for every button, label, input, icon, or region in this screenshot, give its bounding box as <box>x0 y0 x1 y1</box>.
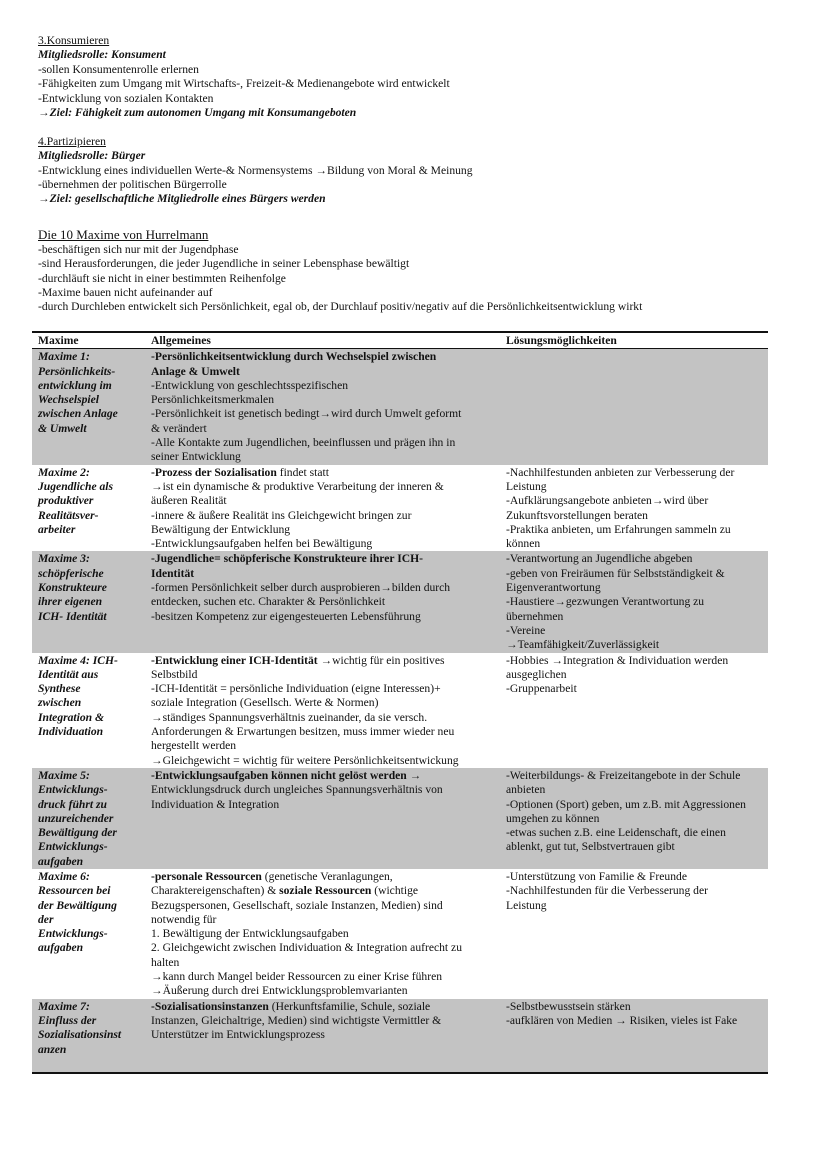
general-line <box>151 941 496 955</box>
text-segment: (wichtige <box>371 884 419 898</box>
member-role: Mitgliedsrolle: Konsument <box>38 48 166 62</box>
text-segment: (Herkunftsfamilie, Schule, soziale <box>268 999 431 1013</box>
text-segment: →wichtig für ein positives <box>317 653 445 667</box>
text-segment: →ist ein dynamische & produktive Verarbeitung der inneren & <box>151 479 444 493</box>
general-line <box>151 350 496 364</box>
solution-line: übernehmen <box>506 609 564 623</box>
maxime-line: der <box>38 912 54 926</box>
intro-line: -durchläuft sie nicht in einer bestimmten Reihenfolge <box>38 271 286 285</box>
maxime-line: anzen <box>38 1042 67 1056</box>
text-segment: 2. Gleichgewicht zwischen Individuation & Integration aufrecht zu <box>151 941 462 955</box>
solution-line: Eigenverantwortung <box>506 581 601 595</box>
general-line <box>151 480 496 494</box>
general-line <box>151 682 496 696</box>
general-cell <box>145 869 500 999</box>
table-header <box>32 332 768 349</box>
text-segment: →Äußerung durch drei Entwicklungsproblemvarianten <box>151 984 408 998</box>
solution-line: -Weiterbildungs- & Freizeitangebote in der Schule <box>506 768 741 782</box>
solution-line: -Hobbies →Integration & Individuation werden <box>506 653 729 667</box>
bold-segment: -Jugendliche= schöpferische Konstrukteure ihrer ICH- <box>151 552 423 566</box>
general-line <box>151 509 496 523</box>
maxime-line: Einfluss der <box>38 1013 97 1027</box>
general-line <box>151 436 496 450</box>
general-line <box>151 1028 496 1042</box>
member-role: Mitgliedsrolle: Bürger <box>38 149 146 163</box>
maxime-table <box>32 331 768 1074</box>
maxime-line: druck führt zu <box>38 797 107 811</box>
table-row <box>32 465 768 552</box>
general-line <box>151 552 496 566</box>
solution-line: -Praktika anbieten, um Erfahrungen sammeln zu <box>506 522 731 536</box>
solution-line: Zukunftsvorstellungen beraten <box>506 508 648 522</box>
text-segment: -innere & äußere Realität ins Gleichgewicht bringen zur <box>151 508 412 522</box>
general-line <box>151 783 496 797</box>
general-line <box>151 984 496 998</box>
text-segment: findet statt <box>276 465 329 479</box>
maxime-line: arbeiter <box>38 522 76 536</box>
intro-line: -Maxime bauen nicht aufeinander auf <box>38 286 213 300</box>
bold-segment: -Entwicklung einer ICH-Identität <box>151 653 318 667</box>
maxime-line: Maxime 1: <box>38 350 90 364</box>
text-segment: Individuation & Integration <box>151 797 280 811</box>
text-segment: →Gleichgewicht = wichtig für weitere Persönlichkeitsentwickung <box>151 753 459 767</box>
general-line <box>151 610 496 624</box>
maxime-line: Maxime 5: <box>38 768 90 782</box>
general-line <box>151 913 496 927</box>
maxime-line: Synthese <box>38 682 81 696</box>
solution-line: -Nachhilfestunden für die Verbesserung der <box>506 884 708 898</box>
general-line <box>151 379 496 393</box>
maxime-line: Ressourcen bei <box>38 884 111 898</box>
bold-segment: -Prozess der Sozialisation <box>151 465 277 479</box>
text-segment: -formen Persönlichkeit selber durch ausprobieren→bilden durch <box>151 581 451 595</box>
bold-segment: -Persönlichkeitsentwicklung durch Wechselspiel zwischen <box>151 350 437 364</box>
intro-line: -beschäftigen sich nur mit der Jugendphase <box>38 242 239 256</box>
table-row <box>32 551 768 652</box>
text-segment: Instanzen, Gleichaltrige, Medien) sind wichtigste Vermittler & <box>151 1013 442 1027</box>
table-row <box>32 999 768 1073</box>
maxime-line: Maxime 3: <box>38 552 90 566</box>
general-line <box>151 870 496 884</box>
general-line <box>151 769 496 783</box>
header-loesungen: Lösungsmöglichkeiten <box>500 332 768 349</box>
maxime-line: Persönlichkeits- <box>38 364 116 378</box>
section-line: -Entwicklung eines individuellen Werte-& Normensystems →Bildung von Moral & Meinung <box>38 163 473 177</box>
general-line <box>151 494 496 508</box>
solution-line: -etwas suchen z.B. eine Leidenschaft, die einen <box>506 826 726 840</box>
solution-line: -Optionen (Sport) geben, um z.B. mit Aggressionen <box>506 797 746 811</box>
solution-line: können <box>506 537 541 551</box>
maxime-line: Individuation <box>38 725 104 739</box>
general-cell <box>145 465 500 552</box>
maxime-line: Konstrukteure <box>38 581 107 595</box>
general-line <box>151 422 496 436</box>
header-maxime: Maxime <box>32 332 145 349</box>
bold-segment: Identität <box>151 566 195 580</box>
general-line <box>151 884 496 898</box>
general-line <box>151 523 496 537</box>
maxime-line: schöpferische <box>38 566 104 580</box>
text-segment: Entwicklungsdruck durch ungleiches Spannungsverhältnis von <box>151 783 443 797</box>
maxime-cell <box>32 869 145 999</box>
maxime-line: produktiver <box>38 494 94 508</box>
text-segment: →kann durch Mangel beider Ressourcen zu einer Krise führen <box>151 970 443 984</box>
text-segment: →ständiges Spannungsverhältnis zueinander, da sie versch. <box>151 710 428 724</box>
maxime-line: zwischen <box>38 696 82 710</box>
bold-segment: -Sozialisationsinstanzen <box>151 999 269 1013</box>
maxime-line: Identität aus <box>38 667 99 681</box>
general-cell <box>145 768 500 869</box>
maxime-line: Entwicklungs- <box>38 927 108 941</box>
solutions-cell <box>500 999 768 1073</box>
maxime-line: Integration & <box>38 710 105 724</box>
text-segment: seiner Entwicklung <box>151 450 241 464</box>
general-line <box>151 365 496 379</box>
maxime-line: der Bewältigung <box>38 898 117 912</box>
text-segment: hergestellt werden <box>151 739 237 753</box>
general-line <box>151 407 496 421</box>
spacer <box>38 120 642 134</box>
general-line <box>151 754 496 768</box>
solution-line: -Nachhilfestunden anbieten zur Verbesserung der <box>506 465 735 479</box>
general-line <box>151 450 496 464</box>
general-line <box>151 899 496 913</box>
intro-line: -sind Herausforderungen, die jeder Jugendliche in seiner Lebensphase bewältigt <box>38 257 410 271</box>
maxime-cell <box>32 465 145 552</box>
general-line <box>151 970 496 984</box>
intro-line: -durch Durchleben entwickelt sich Persönlichkeit, egal ob, der Durchlauf positiv/negativ auf die Persönlichkeitsentwicklung wirkt <box>38 300 643 314</box>
general-cell <box>145 349 500 465</box>
maxime-line: Wechselspiel <box>38 393 99 407</box>
section-line: -sollen Konsumentenrolle erlernen <box>38 62 199 76</box>
solution-line: Leistung <box>506 898 547 912</box>
general-line <box>151 567 496 581</box>
section-heading: 3.Konsumieren <box>38 34 110 47</box>
bold-segment: Anlage & Umwelt <box>151 364 240 378</box>
solutions-cell <box>500 465 768 552</box>
maxime-line: ICH- Identität <box>38 609 107 623</box>
text-segment: (genetische Veranlagungen, <box>261 869 393 883</box>
maxime-line: Realitätsver- <box>38 508 99 522</box>
maxime-line: unzureichender <box>38 811 114 825</box>
maxime-line: Maxime 7: <box>38 999 90 1013</box>
text-segment: -Entwicklung von geschlechtsspezifischen <box>151 378 349 392</box>
general-line <box>151 466 496 480</box>
general-line <box>151 537 496 551</box>
solutions-cell <box>500 768 768 869</box>
solution-line: Leistung <box>506 479 547 493</box>
solution-line: -Haustiere→gezwungen Verantwortung zu <box>506 595 705 609</box>
section-heading: 4.Partizipieren <box>38 134 106 148</box>
general-line <box>151 725 496 739</box>
maxime-cell <box>32 768 145 869</box>
text-segment: halten <box>151 955 180 969</box>
maxime-line: Entwicklungs- <box>38 840 108 854</box>
general-line <box>151 798 496 812</box>
bold-segment: -Entwicklungsaufgaben können nicht gelöst werden → <box>151 768 422 782</box>
text-segment: -Alle Kontakte zum Jugendlichen, beeinflussen und prägen ihn in <box>151 436 456 450</box>
section-line: -übernehmen der politischen Bürgerrolle <box>38 178 227 192</box>
solutions-cell <box>500 551 768 652</box>
general-cell <box>145 999 500 1073</box>
general-line <box>151 654 496 668</box>
general-cell <box>145 653 500 768</box>
solution-line: -Gruppenarbeit <box>506 682 577 696</box>
section-goal: →Ziel: Fähigkeit zum autonomen Umgang mit Konsumangeboten <box>38 106 357 120</box>
solution-line: -geben von Freiräumen für Selbstständigkeit & <box>506 566 725 580</box>
text-segment: Selbstbild <box>151 667 198 681</box>
solution-line: ablenkt, gut tut, Selbstvertrauen gibt <box>506 840 675 854</box>
maxime-line: entwicklung im <box>38 378 112 392</box>
general-line <box>151 1000 496 1014</box>
general-line <box>151 927 496 941</box>
text-segment: Charaktereigenschaften) & <box>151 884 280 898</box>
text-segment: -besitzen Kompetenz zur eigengesteuerten Lebensführung <box>151 609 421 623</box>
section-goal: →Ziel: gesellschaftliche Mitgliedrolle eines Bürgers werden <box>38 192 326 206</box>
text-segment: 1. Bewältigung der Entwicklungsaufgaben <box>151 927 349 941</box>
text-segment: Persönlichkeitsmerkmalen <box>151 393 274 407</box>
general-cell <box>145 551 500 652</box>
maxime-cell <box>32 999 145 1073</box>
general-line <box>151 739 496 753</box>
maxime-line: zwischen Anlage <box>38 407 118 421</box>
maxime-line: aufgaben <box>38 854 84 868</box>
general-line <box>151 581 496 595</box>
maxime-line: Bewältigung der <box>38 826 117 840</box>
solution-line: →Teamfähigkeit/Zuverlässigkeit <box>506 638 660 652</box>
text-segment: notwendig für <box>151 912 217 926</box>
bold-segment: soziale Ressourcen <box>279 884 372 898</box>
text-segment: Bezugspersonen, Gesellschaft, soziale Instanzen, Medien) sind <box>151 898 443 912</box>
maxime-line: Maxime 4: ICH- <box>38 653 118 667</box>
section-line: -Entwicklung von sozialen Kontakten <box>38 91 214 105</box>
solution-line: -Aufklärungsangebote anbieten→wird über <box>506 494 709 508</box>
maxime-line: aufgaben <box>38 941 84 955</box>
text-segment: & verändert <box>151 421 207 435</box>
maxime-line: Sozialisationsinst <box>38 1028 122 1042</box>
intro-text <box>38 34 642 315</box>
maxime-line: ihrer eigenen <box>38 595 103 609</box>
table-row <box>32 869 768 999</box>
text-segment: -ICH-Identität = persönliche Individuation (eigne Interessen)+ <box>151 682 441 696</box>
text-segment: soziale Integration (Gesellsch. Werte & Normen) <box>151 696 379 710</box>
maxime-line: Entwicklungs- <box>38 783 108 797</box>
text-segment: Unterstützer im Entwicklungsprozess <box>151 1028 325 1042</box>
text-segment: Bewältigung der Entwicklung <box>151 522 291 536</box>
solution-line: umgehen zu können <box>506 811 600 825</box>
solutions-cell <box>500 349 768 465</box>
maxime-line: Jugendliche als <box>38 479 114 493</box>
table-row <box>32 349 768 465</box>
solution-line: ausgeglichen <box>506 667 567 681</box>
solution-line: -Unterstützung von Familie & Freunde <box>506 869 687 883</box>
header-allgemeines: Allgemeines <box>145 332 500 349</box>
section-line: -Fähigkeiten zum Umgang mit Wirtschafts-, Freizeit-& Medienangebote wird entwickelt <box>38 77 450 91</box>
solution-line: -Selbstbewusstsein stärken <box>506 999 631 1013</box>
general-line <box>151 696 496 710</box>
general-line <box>151 595 496 609</box>
solution-line: -Vereine <box>506 623 546 637</box>
sections <box>38 34 642 207</box>
maxime-title: Die 10 Maxime von Hurrelmann <box>38 226 209 242</box>
maxime-line: Maxime 6: <box>38 869 90 883</box>
table-row <box>32 653 768 768</box>
general-line <box>151 711 496 725</box>
solutions-cell <box>500 653 768 768</box>
text-segment: -Persönlichkeit ist genetisch bedingt→wird durch Umwelt geformt <box>151 407 462 421</box>
solutions-cell <box>500 869 768 999</box>
maxime-intro <box>38 243 642 315</box>
general-line <box>151 668 496 682</box>
maxime-cell <box>32 349 145 465</box>
text-segment: Anforderungen & Erwartungen besitzen, muss immer wieder neu <box>151 725 455 739</box>
table-row <box>32 768 768 869</box>
solution-line: -Verantwortung an Jugendliche abgeben <box>506 552 693 566</box>
text-segment: äußeren Realität <box>151 494 227 508</box>
solution-line: anbieten <box>506 783 546 797</box>
general-line <box>151 1014 496 1028</box>
solution-line: -aufklären von Medien → Risiken, vieles ist Fake <box>506 1013 738 1027</box>
bold-segment: -personale Ressourcen <box>151 869 262 883</box>
general-line <box>151 393 496 407</box>
maxime-line: & Umwelt <box>38 421 87 435</box>
maxime-cell <box>32 653 145 768</box>
maxime-line: Maxime 2: <box>38 465 90 479</box>
maxime-cell <box>32 551 145 652</box>
text-segment: entdecken, suchen etc. Charakter & Persönlichkeit <box>151 595 386 609</box>
text-segment: -Entwicklungsaufgaben helfen bei Bewältigung <box>151 537 373 551</box>
general-line <box>151 956 496 970</box>
